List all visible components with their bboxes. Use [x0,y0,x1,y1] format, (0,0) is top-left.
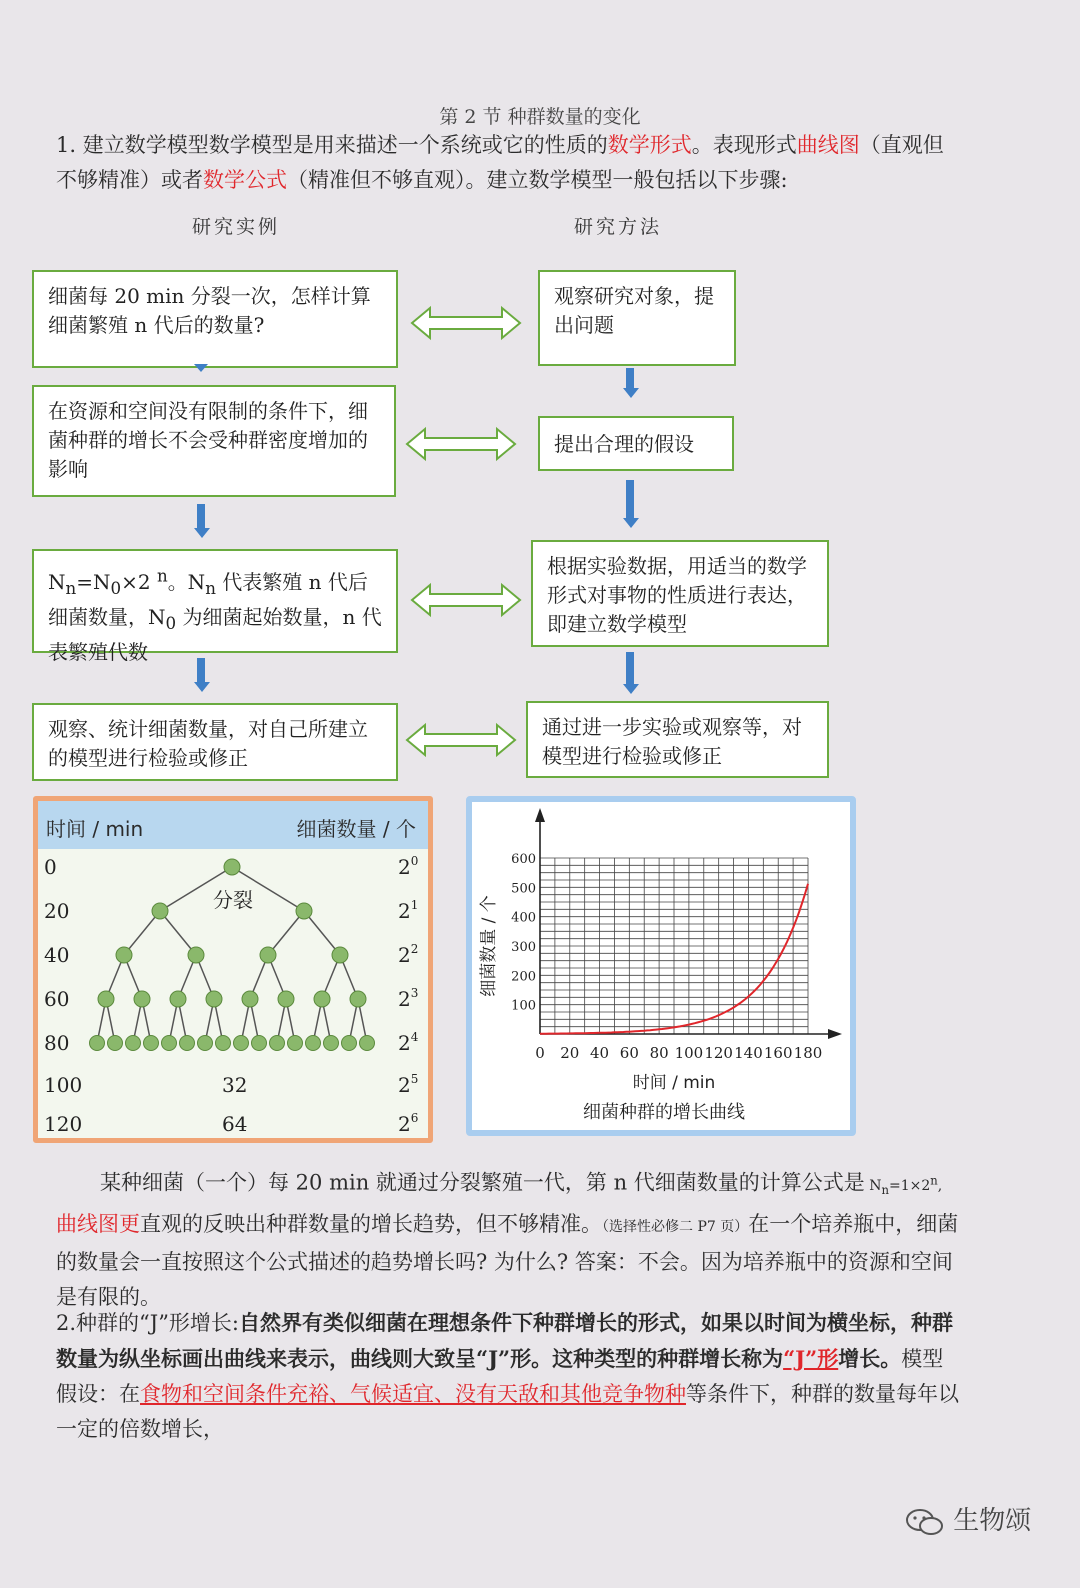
point2-head: 2.种群的“J”形增长: [56,1311,240,1335]
x-tick-180: 180 [793,1044,823,1062]
bacterium-node [144,1036,159,1051]
point2-bold: 自然界有类似细菌在理想条件下种群增长的形式，如果以时间为横坐标，种群数量为纵坐标画出曲线来表示，曲线则大致呈“J”形。这种类型的种群增长称为 [56,1310,954,1371]
bacterium-node [108,1036,123,1051]
bacterium-node [270,1036,285,1051]
time-label-0: 0 [44,855,57,879]
y-tick-600: 600 [511,852,536,867]
power-label-6: $2^6$ [398,1111,419,1136]
head-time: 时间 / min [46,817,144,841]
para2-text-d: 在一个培养瓶中，细菌的数量会一直按照这个公式描述的趋势增长吗? 为什么? 答案：不会。因为培养瓶中的资源和空间是有限的。 [56,1212,959,1310]
power-label-3: $2^3$ [398,986,419,1011]
bacterium-node [252,1036,267,1051]
power-label-5: $2^5$ [398,1072,419,1097]
y-tick-400: 400 [511,910,536,926]
double-arrow-1 [410,305,522,341]
chart-title: 细菌种群的增长曲线 [583,1102,745,1123]
tree-edge [160,911,196,955]
y-tick-100: 100 [511,998,536,1014]
bacterium-node [360,1036,375,1051]
time-label-40: 40 [44,943,70,967]
x-tick-60: 60 [619,1044,639,1062]
double-arrow-4 [405,722,517,758]
bacterium-node [216,1036,231,1051]
col-right-head: 研究方法 [574,216,663,238]
time-label-100: 100 [44,1073,83,1097]
growth-chart-panel [466,796,856,1136]
para2-text-c: 直观的反映出种群数量的增长趋势，但不够精准。 [140,1212,602,1237]
example-box-3 [32,549,398,664]
bacterium-node [116,947,132,963]
power-label-4: $2^4$ [398,1030,419,1055]
down-arrow-r2 [623,480,637,528]
time-label-120: 120 [44,1112,83,1136]
x-tick-140: 140 [734,1044,763,1062]
x-axis-arrow [828,1029,842,1039]
para2-text-a: 某种细菌（一个）每 20 min 就通过分裂繁殖一代，第 n 代细菌数量的计算公式是 [100,1170,865,1195]
x-tick-100: 100 [674,1044,704,1062]
bacterium-node [134,991,150,1007]
bacterium-node [224,859,240,875]
col-left-head: 研究实例 [192,216,281,238]
x-tick-120: 120 [704,1044,733,1062]
wechat-icon [905,1507,945,1537]
time-label-80: 80 [44,1031,70,1055]
example-text-4: 观察、统计细菌数量，对自己所建立的模型进行检验或修正 [48,717,368,770]
method-box-2 [538,416,734,471]
bacterium-node [242,991,258,1007]
bacterium-node [206,991,222,1007]
count-120: 64 [222,1112,248,1136]
bacterium-node [342,1036,357,1051]
point2-conditions: 食物和空间条件充裕、气候适宜、没有天敌和其他竞争物种 [140,1382,686,1406]
down-arrow-r3 [623,652,637,694]
point2-tail: 等条件下，种群的数量每年以一定的倍数增长， [56,1382,959,1441]
growth-chart [472,802,850,1130]
y-tick-200: 200 [511,969,536,985]
bacterium-node [188,947,204,963]
bacterium-node [198,1036,213,1051]
method-text-1: 观察研究对象，提出问题 [554,284,714,337]
bacterium-node [162,1036,177,1051]
count-100: 32 [222,1073,248,1097]
bacterium-node [126,1036,141,1051]
method-text-3: 根据实验数据，用适当的数学形式对事物的性质进行表达，即建立数学模型 [547,554,807,636]
down-arrow-r1 [623,368,637,398]
point1-math-form: 数学形式 [607,133,692,157]
point2-growth: 增长。 [838,1346,902,1371]
point1-text-e: （直观但不够精准）或者 [56,133,944,192]
head-count: 细菌数量 / 个 [296,817,416,841]
para2-formula: $N_n=1\times 2^n$, [864,1173,943,1197]
bacterium-node [350,991,366,1007]
example-box-4 [32,703,398,781]
example-box-2 [32,385,396,497]
bacterium-node [180,1036,195,1051]
x-tick-80: 80 [649,1044,669,1062]
point1-formula: 数学公式 [203,168,287,192]
y-tick-500: 500 [511,881,536,897]
method-text-2: 提出合理的假设 [554,432,694,456]
point1-text-a: 1. 建立数学模型数学模型是用来描述一个系统或它的性质的 [56,133,608,157]
division-table-head [38,801,428,849]
double-arrow-2 [405,426,517,462]
bacterium-node [98,991,114,1007]
method-box-3 [531,540,829,647]
division-table-body [38,849,428,1138]
division-tree [38,849,428,1138]
power-label-1: $2^1$ [398,898,419,923]
example-box-1 [32,270,398,368]
bacterium-node [170,991,186,1007]
watermark [905,1500,1031,1537]
bacterium-node [288,1036,303,1051]
example-text-2: 在资源和空间没有限制的条件下，细菌种群的增长不会受种群密度增加的影响 [48,399,368,481]
y-axis-arrow [535,808,545,822]
point2 [56,1305,961,1447]
watermark-text: 生物颂 [953,1506,1032,1536]
bacterium-node [324,1036,339,1051]
down-arrow-l0 [194,364,208,372]
split-label: 分裂 [213,888,253,912]
point1-text-c: 。表现形式 [691,133,797,157]
tree-edge [304,911,340,955]
example-text-1: 细菌每 20 min 分裂一次，怎样计算细菌繁殖 n 代后的数量? [48,284,371,337]
down-arrow-l2 [194,658,208,692]
y-axis-label: 细菌数量 / 个 [479,895,499,997]
x-tick-160: 160 [763,1044,793,1062]
power-label-2: $2^2$ [398,942,419,967]
point1-text-g: （精准但不够直观）。建立数学模型一般包括以下步骤: [287,168,788,192]
power-label-0: $2^0$ [398,854,419,879]
method-box-1 [538,270,736,366]
para2-note: （选择性必修二 P7 页） [602,1219,749,1236]
tree-edge [124,911,160,955]
method-box-4 [526,701,829,778]
bacterium-node [296,903,312,919]
bacterium-node [332,947,348,963]
bacterium-node [314,991,330,1007]
point1-curve: 曲线图 [796,133,860,157]
time-label-60: 60 [44,987,70,1011]
bacterium-node [306,1036,321,1051]
method-text-4: 通过进一步实验或观察等，对模型进行检验或修正 [542,715,802,768]
division-table [33,796,433,1143]
para2 [56,1163,961,1315]
x-tick-0: 0 [535,1044,545,1062]
bacterium-node [260,947,276,963]
point2-j: “J”形 [783,1346,839,1371]
bacterium-node [152,903,168,919]
x-tick-20: 20 [560,1044,580,1062]
down-arrow-l1 [194,504,208,538]
time-label-20: 20 [44,899,70,923]
formula-nn: $N_n=N_0\times 2$ $^n$。$N_n$ 代表繁殖 n 代后细菌数量，$N_0$ 为细菌起始数量，n 代表繁殖代数 [48,566,382,664]
point1-paragraph [56,128,961,198]
x-axis-label: 时间 / min [632,1073,716,1093]
para2-curve: 曲线图更 [56,1212,140,1237]
bacterium-node [278,991,294,1007]
bacterium-node [234,1036,249,1051]
double-arrow-3 [410,582,522,618]
x-tick-40: 40 [590,1044,610,1062]
section-title: 第 2 节 种群数量的变化 [439,106,641,128]
bacterium-node [90,1036,105,1051]
y-tick-300: 300 [511,940,536,955]
point2-assume: 模型假设：在 [56,1347,944,1406]
tree-edge [268,911,304,955]
